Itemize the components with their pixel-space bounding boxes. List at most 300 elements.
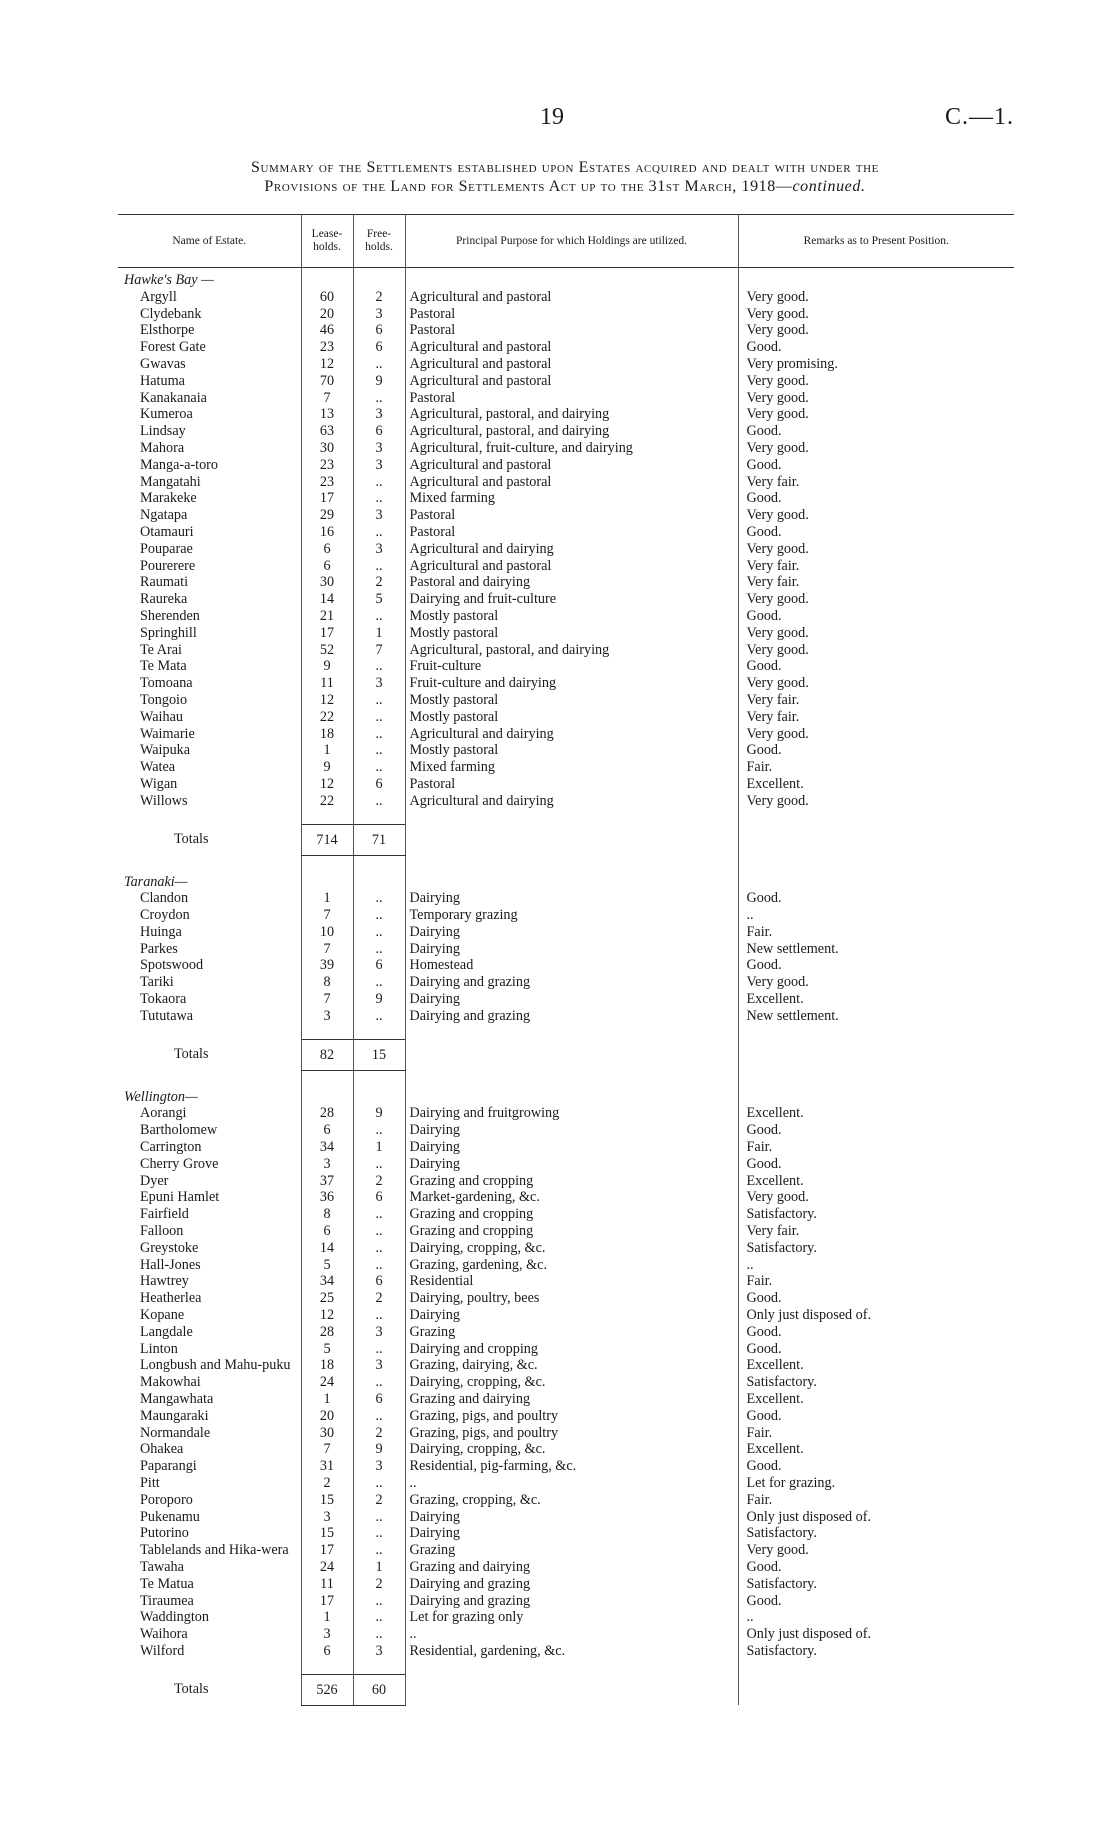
remarks-value: Very good. xyxy=(746,439,809,456)
spacer-cell xyxy=(738,855,1014,870)
estate-name: Tokaora xyxy=(140,991,187,1008)
remarks-value: Very promising. xyxy=(746,355,838,372)
purpose-value: Agricultural and pastoral xyxy=(405,289,738,306)
spacer-row xyxy=(118,1070,1014,1085)
remarks-value: Very good. xyxy=(746,305,809,322)
table-row xyxy=(118,574,1014,591)
remarks-value: Very fair. xyxy=(746,574,800,591)
remarks-value: Good. xyxy=(746,1592,782,1609)
leaseholds-value: 1 xyxy=(301,1391,353,1408)
table-row xyxy=(118,406,1014,423)
purpose-value: Pastoral xyxy=(405,507,738,524)
region-heading-row xyxy=(118,870,1014,891)
estate-name: Waddington xyxy=(140,1609,209,1626)
totals-freeholds: 15 xyxy=(353,1039,405,1070)
estate-name: Parkes xyxy=(140,940,178,957)
spacer-row xyxy=(118,1025,1014,1040)
empty-cell xyxy=(738,1039,1014,1070)
freeholds-value: 9 xyxy=(353,991,405,1008)
estate-name: Wilford xyxy=(140,1642,185,1659)
estate-name: Kanakanaia xyxy=(140,389,207,406)
estate-name: Spotswood xyxy=(140,957,204,974)
empty-cell xyxy=(738,870,1014,891)
totals-leaseholds: 82 xyxy=(301,1039,353,1070)
estate-name: Sherenden xyxy=(140,607,200,624)
spacer-cell xyxy=(301,1660,353,1675)
estate-name: Heatherlea xyxy=(140,1290,202,1307)
estate-name: Tomoana xyxy=(140,675,193,692)
estate-name: Clandon xyxy=(140,890,189,907)
purpose-value: Agricultural and pastoral xyxy=(405,373,738,390)
freeholds-value: .. xyxy=(353,356,405,373)
leaseholds-value: 15 xyxy=(301,1525,353,1542)
freeholds-value: 3 xyxy=(353,1357,405,1374)
freeholds-value: .. xyxy=(353,1206,405,1223)
freeholds-value: .. xyxy=(353,1509,405,1526)
purpose-value: Grazing, pigs, and poultry xyxy=(405,1425,738,1442)
purpose-value: Mixed farming xyxy=(405,490,738,507)
freeholds-value: .. xyxy=(353,490,405,507)
remarks-value: .. xyxy=(746,1609,754,1626)
estate-name: Forest Gate xyxy=(140,339,206,356)
freeholds-value: .. xyxy=(353,1542,405,1559)
table-row xyxy=(118,373,1014,390)
summary-title xyxy=(110,158,1020,196)
leaseholds-value: 6 xyxy=(301,1223,353,1240)
remarks-value: Excellent. xyxy=(746,991,804,1008)
table-row xyxy=(118,1240,1014,1257)
purpose-value: Mixed farming xyxy=(405,759,738,776)
empty-cell xyxy=(301,870,353,891)
freeholds-value: 9 xyxy=(353,1441,405,1458)
purpose-value: Dairying and grazing xyxy=(405,1008,738,1025)
estate-name: Poroporo xyxy=(140,1491,193,1508)
leaseholds-value: 17 xyxy=(301,490,353,507)
purpose-value: Agricultural and dairying xyxy=(405,793,738,810)
title-line-2-text: Provisions of the Land for Settlements Act up to the 31st March, 1918— xyxy=(264,178,793,195)
table-row xyxy=(118,726,1014,743)
purpose-value: Agricultural, pastoral, and dairying xyxy=(405,423,738,440)
freeholds-value: .. xyxy=(353,692,405,709)
freeholds-value: 6 xyxy=(353,322,405,339)
remarks-value: New settlement. xyxy=(746,940,839,957)
purpose-value: Dairying xyxy=(405,1509,738,1526)
leaseholds-value: 60 xyxy=(301,289,353,306)
remarks-value: Good. xyxy=(746,1340,782,1357)
estate-name: Fairfield xyxy=(140,1206,189,1223)
leaseholds-value: 2 xyxy=(301,1475,353,1492)
table-header-row xyxy=(118,215,1014,268)
freeholds-value: 6 xyxy=(353,339,405,356)
totals-freeholds: 60 xyxy=(353,1674,405,1705)
freeholds-value: 3 xyxy=(353,1643,405,1660)
estate-name: Tongoio xyxy=(140,691,188,708)
estate-name: Ngatapa xyxy=(140,507,188,524)
purpose-value: Grazing, gardening, &c. xyxy=(405,1257,738,1274)
estate-name: Longbush and Mahu-puku xyxy=(140,1357,291,1374)
freeholds-value: .. xyxy=(353,1525,405,1542)
remarks-value: Excellent. xyxy=(746,1391,804,1408)
remarks-value: Good. xyxy=(746,957,782,974)
spacer-cell xyxy=(353,1025,405,1040)
purpose-value: Dairying xyxy=(405,1156,738,1173)
freeholds-value: .. xyxy=(353,941,405,958)
table-row xyxy=(118,306,1014,323)
empty-cell xyxy=(301,268,353,289)
table-row xyxy=(118,1139,1014,1156)
leaseholds-value: 22 xyxy=(301,793,353,810)
leaseholds-value: 30 xyxy=(301,574,353,591)
region-name: Hawke's Bay — xyxy=(124,272,214,288)
empty-cell xyxy=(405,1674,738,1705)
purpose-value: Let for grazing only xyxy=(405,1609,738,1626)
table-row xyxy=(118,474,1014,491)
purpose-value: Grazing and cropping xyxy=(405,1223,738,1240)
table-row xyxy=(118,356,1014,373)
column-header-name: Name of Estate. xyxy=(118,215,301,268)
purpose-value: Pastoral xyxy=(405,306,738,323)
purpose-value: Pastoral xyxy=(405,776,738,793)
freeholds-value: 2 xyxy=(353,289,405,306)
empty-cell xyxy=(353,268,405,289)
freeholds-value: 6 xyxy=(353,1391,405,1408)
freeholds-value: .. xyxy=(353,1475,405,1492)
table-row xyxy=(118,907,1014,924)
freeholds-value: .. xyxy=(353,1626,405,1643)
empty-cell xyxy=(405,1039,738,1070)
purpose-value: Homestead xyxy=(405,957,738,974)
remarks-value: Good. xyxy=(746,1155,782,1172)
freeholds-value: 2 xyxy=(353,1576,405,1593)
remarks-value: Only just disposed of. xyxy=(746,1626,872,1643)
freeholds-value: 2 xyxy=(353,1290,405,1307)
table-row xyxy=(118,1425,1014,1442)
estate-name: Springhill xyxy=(140,624,197,641)
table-row xyxy=(118,1105,1014,1122)
leaseholds-value: 30 xyxy=(301,440,353,457)
purpose-value: Agricultural and pastoral xyxy=(405,356,738,373)
freeholds-value: 3 xyxy=(353,1458,405,1475)
purpose-value: Grazing and cropping xyxy=(405,1206,738,1223)
purpose-value: Agricultural and pastoral xyxy=(405,558,738,575)
spacer-cell xyxy=(301,855,353,870)
freeholds-value: 3 xyxy=(353,306,405,323)
remarks-value: Good. xyxy=(746,1558,782,1575)
purpose-value: Grazing, pigs, and poultry xyxy=(405,1408,738,1425)
purpose-value: Fruit-culture xyxy=(405,658,738,675)
freeholds-value: .. xyxy=(353,793,405,810)
spacer-cell xyxy=(118,1070,301,1085)
remarks-value: Good. xyxy=(746,742,782,759)
estate-name: Gwavas xyxy=(140,355,186,372)
remarks-value: Very good. xyxy=(746,591,809,608)
freeholds-value: 3 xyxy=(353,507,405,524)
table-row xyxy=(118,742,1014,759)
table-row xyxy=(118,1122,1014,1139)
remarks-value: Fair. xyxy=(746,923,773,940)
estate-name: Waipuka xyxy=(140,742,191,759)
purpose-value: Residential xyxy=(405,1273,738,1290)
table-row xyxy=(118,1189,1014,1206)
empty-cell xyxy=(353,1085,405,1106)
purpose-value: Dairying and fruit-culture xyxy=(405,591,738,608)
estate-name: Paparangi xyxy=(140,1458,197,1475)
table-row xyxy=(118,1257,1014,1274)
remarks-value: Good. xyxy=(746,658,782,675)
spacer-cell xyxy=(405,855,738,870)
leaseholds-value: 28 xyxy=(301,1324,353,1341)
empty-cell xyxy=(405,870,738,891)
remarks-value: Good. xyxy=(746,1458,782,1475)
leaseholds-value: 39 xyxy=(301,957,353,974)
table-row xyxy=(118,1324,1014,1341)
table-row xyxy=(118,1525,1014,1542)
freeholds-value: 3 xyxy=(353,1324,405,1341)
remarks-value: Good. xyxy=(746,1323,782,1340)
estate-name: Hawtrey xyxy=(140,1273,189,1290)
estate-name: Watea xyxy=(140,759,176,776)
purpose-value: .. xyxy=(405,1626,738,1643)
leaseholds-value: 3 xyxy=(301,1509,353,1526)
purpose-value: Pastoral and dairying xyxy=(405,574,738,591)
freeholds-value: 5 xyxy=(353,591,405,608)
estate-name: Tututawa xyxy=(140,1007,194,1024)
freeholds-value: 2 xyxy=(353,1173,405,1190)
remarks-value: Very good. xyxy=(746,507,809,524)
leaseholds-value: 6 xyxy=(301,558,353,575)
remarks-value: Fair. xyxy=(746,1139,773,1156)
table-row xyxy=(118,541,1014,558)
remarks-value: Fair. xyxy=(746,759,773,776)
freeholds-value: 9 xyxy=(353,1105,405,1122)
leaseholds-value: 22 xyxy=(301,709,353,726)
table-row xyxy=(118,658,1014,675)
leaseholds-value: 6 xyxy=(301,1122,353,1139)
freeholds-value: .. xyxy=(353,1408,405,1425)
purpose-value: Dairying xyxy=(405,991,738,1008)
freeholds-value: 3 xyxy=(353,675,405,692)
remarks-value: Only just disposed of. xyxy=(746,1307,872,1324)
estate-name: Kopane xyxy=(140,1307,185,1324)
freeholds-value: .. xyxy=(353,1341,405,1358)
leaseholds-value: 9 xyxy=(301,759,353,776)
table-row xyxy=(118,1626,1014,1643)
spacer-cell xyxy=(353,1070,405,1085)
remarks-value: Good. xyxy=(746,607,782,624)
leaseholds-value: 31 xyxy=(301,1458,353,1475)
estate-name: Dyer xyxy=(140,1172,169,1189)
table-row xyxy=(118,1509,1014,1526)
estate-name: Putorino xyxy=(140,1525,189,1542)
purpose-value: Dairying xyxy=(405,1139,738,1156)
purpose-value: Grazing xyxy=(405,1542,738,1559)
purpose-value: Dairying and fruitgrowing xyxy=(405,1105,738,1122)
remarks-value: Excellent. xyxy=(746,1172,804,1189)
spacer-cell xyxy=(301,1025,353,1040)
freeholds-value: .. xyxy=(353,524,405,541)
table-row xyxy=(118,457,1014,474)
estate-name: Pitt xyxy=(140,1475,160,1491)
estate-name: Clydebank xyxy=(140,305,202,322)
remarks-value: Satisfactory. xyxy=(746,1374,817,1391)
freeholds-value: .. xyxy=(353,1593,405,1610)
spacer-cell xyxy=(301,1070,353,1085)
freeholds-value: .. xyxy=(353,390,405,407)
spacer-cell xyxy=(738,1070,1014,1085)
freeholds-value: 1 xyxy=(353,625,405,642)
remarks-value: Very good. xyxy=(746,1542,809,1559)
leaseholds-value: 7 xyxy=(301,390,353,407)
estate-name: Croydon xyxy=(140,907,190,924)
table-row xyxy=(118,759,1014,776)
remarks-value: Good. xyxy=(746,523,782,540)
table-row xyxy=(118,1475,1014,1492)
estate-name: Lindsay xyxy=(140,423,186,440)
leaseholds-value: 1 xyxy=(301,1609,353,1626)
empty-cell xyxy=(738,824,1014,855)
totals-label: Totals xyxy=(174,1046,209,1063)
remarks-value: Good. xyxy=(746,456,782,473)
table-row xyxy=(118,507,1014,524)
spacer-cell xyxy=(118,1660,301,1675)
leaseholds-value: 7 xyxy=(301,991,353,1008)
estate-name: Bartholomew xyxy=(140,1122,218,1139)
remarks-value: Very good. xyxy=(746,288,809,305)
table-row xyxy=(118,776,1014,793)
purpose-value: Pastoral xyxy=(405,322,738,339)
remarks-value: .. xyxy=(746,907,754,924)
leaseholds-value: 3 xyxy=(301,1008,353,1025)
spacer-cell xyxy=(118,810,301,825)
freeholds-value: .. xyxy=(353,726,405,743)
leaseholds-value: 1 xyxy=(301,890,353,907)
remarks-value: Very good. xyxy=(746,792,809,809)
remarks-value: Very good. xyxy=(746,372,809,389)
remarks-value: Very good. xyxy=(746,1189,809,1206)
table-row xyxy=(118,1156,1014,1173)
estate-name: Wigan xyxy=(140,775,178,792)
remarks-value: Good. xyxy=(746,890,782,907)
remarks-value: .. xyxy=(746,1256,754,1273)
purpose-value: Dairying xyxy=(405,924,738,941)
table-row xyxy=(118,1173,1014,1190)
purpose-value: Dairying xyxy=(405,1525,738,1542)
estate-name: Waimarie xyxy=(140,725,195,742)
purpose-value: Agricultural and pastoral xyxy=(405,457,738,474)
table-row xyxy=(118,1643,1014,1660)
table-row xyxy=(118,524,1014,541)
purpose-value: Grazing and dairying xyxy=(405,1559,738,1576)
spacer-cell xyxy=(353,810,405,825)
empty-cell xyxy=(405,1085,738,1106)
remarks-value: Very good. xyxy=(746,675,809,692)
spacer-cell xyxy=(353,1660,405,1675)
leaseholds-value: 3 xyxy=(301,1626,353,1643)
purpose-value: Grazing and dairying xyxy=(405,1391,738,1408)
freeholds-value: .. xyxy=(353,1008,405,1025)
remarks-value: New settlement. xyxy=(746,1007,839,1024)
freeholds-value: .. xyxy=(353,890,405,907)
estate-name: Te Mata xyxy=(140,658,187,675)
purpose-value: Grazing, dairying, &c. xyxy=(405,1357,738,1374)
table-row xyxy=(118,1008,1014,1025)
remarks-value: Very good. xyxy=(746,725,809,742)
remarks-value: Satisfactory. xyxy=(746,1575,817,1592)
freeholds-value: 7 xyxy=(353,642,405,659)
estate-name: Cherry Grove xyxy=(140,1155,219,1172)
leaseholds-value: 15 xyxy=(301,1492,353,1509)
totals-freeholds: 71 xyxy=(353,824,405,855)
estate-name: Makowhai xyxy=(140,1374,201,1391)
remarks-value: Satisfactory. xyxy=(746,1642,817,1659)
table-row xyxy=(118,558,1014,575)
table-row xyxy=(118,1391,1014,1408)
spacer-row xyxy=(118,810,1014,825)
leaseholds-value: 11 xyxy=(301,675,353,692)
remarks-value: Very fair. xyxy=(746,1223,800,1240)
leaseholds-value: 17 xyxy=(301,625,353,642)
spacer-cell xyxy=(118,1025,301,1040)
estate-name: Kumeroa xyxy=(140,406,193,423)
estate-name: Te Arai xyxy=(140,641,182,658)
purpose-value: Dairying xyxy=(405,1307,738,1324)
table-row xyxy=(118,1458,1014,1475)
estate-name: Aorangi xyxy=(140,1105,187,1122)
freeholds-value: 6 xyxy=(353,423,405,440)
leaseholds-value: 12 xyxy=(301,1307,353,1324)
freeholds-value: .. xyxy=(353,608,405,625)
table-row xyxy=(118,1492,1014,1509)
settlements-table xyxy=(118,214,1014,1706)
leaseholds-value: 7 xyxy=(301,1441,353,1458)
remarks-value: Very good. xyxy=(746,624,809,641)
table-row xyxy=(118,1223,1014,1240)
leaseholds-value: 13 xyxy=(301,406,353,423)
region-name: Wellington— xyxy=(124,1088,198,1105)
leaseholds-value: 6 xyxy=(301,1643,353,1660)
remarks-value: Satisfactory. xyxy=(746,1239,817,1256)
freeholds-value: 3 xyxy=(353,406,405,423)
freeholds-value: .. xyxy=(353,1156,405,1173)
title-line-1: Summary of the Settlements established upon Estates acquired and dealt with under the xyxy=(251,159,879,176)
freeholds-value: 6 xyxy=(353,776,405,793)
spacer-cell xyxy=(738,1660,1014,1675)
remarks-value: Excellent. xyxy=(746,775,804,792)
purpose-value: .. xyxy=(405,1475,738,1492)
leaseholds-value: 25 xyxy=(301,1290,353,1307)
leaseholds-value: 24 xyxy=(301,1559,353,1576)
table-row xyxy=(118,642,1014,659)
empty-cell xyxy=(738,1674,1014,1705)
empty-cell xyxy=(738,268,1014,289)
table-row xyxy=(118,890,1014,907)
freeholds-value: 1 xyxy=(353,1139,405,1156)
estate-name: Greystoke xyxy=(140,1239,199,1256)
region-heading-row xyxy=(118,1085,1014,1106)
column-header-leaseholds: Lease-holds. xyxy=(301,215,353,268)
table-row xyxy=(118,692,1014,709)
purpose-value: Agricultural, pastoral, and dairying xyxy=(405,642,738,659)
totals-row xyxy=(118,824,1014,855)
remarks-value: Excellent. xyxy=(746,1441,804,1458)
remarks-value: Let for grazing. xyxy=(746,1475,836,1491)
column-header-purpose: Principal Purpose for which Holdings are utilized. xyxy=(405,215,738,268)
remarks-value: Very fair. xyxy=(746,473,800,490)
freeholds-value: .. xyxy=(353,759,405,776)
estate-name: Linton xyxy=(140,1340,178,1357)
estate-name: Pourerere xyxy=(140,557,196,574)
remarks-value: Very fair. xyxy=(746,708,800,725)
